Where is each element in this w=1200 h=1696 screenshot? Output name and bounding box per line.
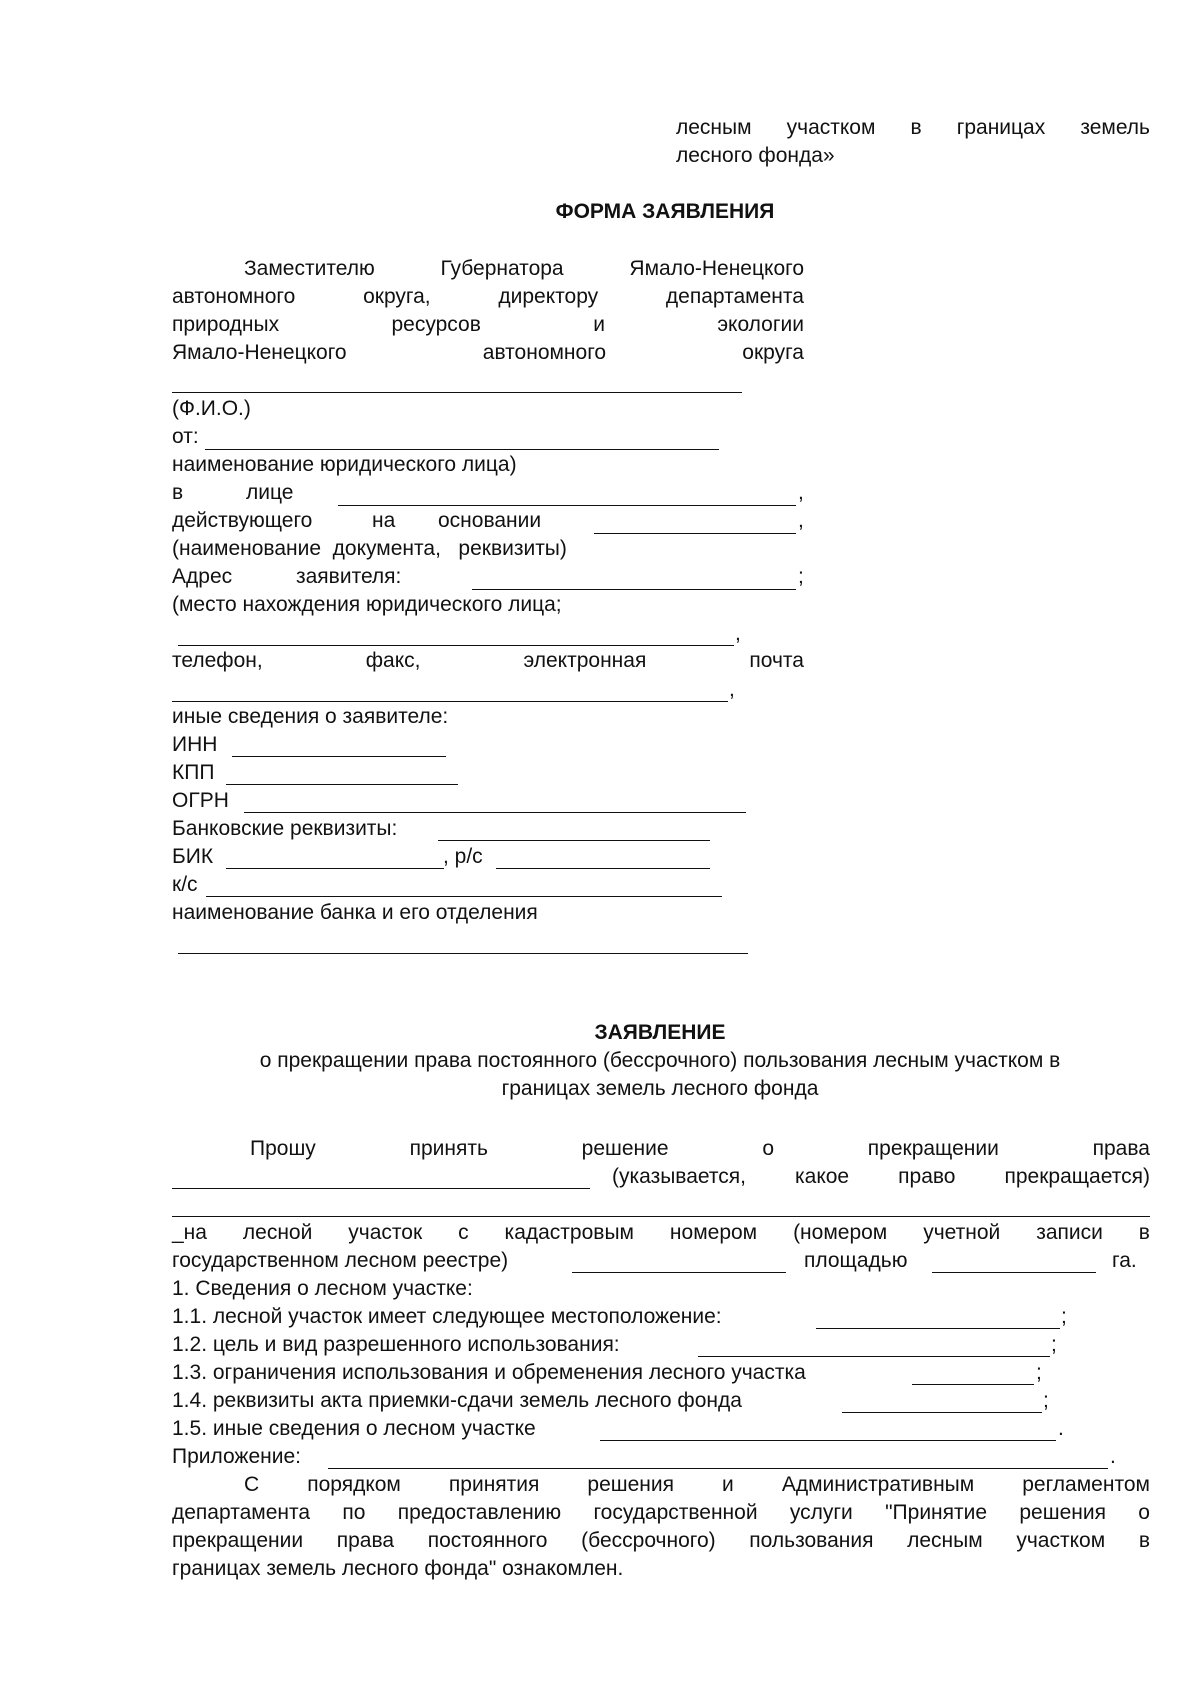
bank-details-blank[interactable] — [438, 840, 710, 841]
other-info-label: иные сведения о заявителе: — [172, 705, 449, 728]
comma-3: , — [735, 622, 741, 645]
statement-subtitle-1: о прекращении права постоянного (бессрочного) пользования лесным участком в — [259, 1049, 1061, 1072]
acting-b: на — [372, 509, 396, 532]
ogrn-blank[interactable] — [244, 812, 746, 813]
item-1-1-blank[interactable] — [816, 1328, 1060, 1329]
right-type-blank[interactable] — [172, 1188, 590, 1189]
statement-title: ЗАЯВЛЕНИЕ — [594, 1021, 726, 1044]
ack-line-4: границах земель лесного фонда" ознакомлен. — [172, 1557, 624, 1580]
acting-c: основании — [438, 509, 542, 532]
rs-blank[interactable] — [496, 868, 710, 869]
statement-subtitle-2: границах земель лесного фонда — [501, 1077, 819, 1100]
ks-blank[interactable] — [206, 896, 722, 897]
legal-name-label: наименование юридического лица) — [172, 453, 517, 476]
item-1-2-semicolon: ; — [1051, 1333, 1057, 1356]
item-1-5: 1.5. иные сведения о лесном участке — [172, 1417, 536, 1440]
fio-blank[interactable] — [172, 392, 742, 393]
comma-1: , — [798, 481, 804, 504]
from-label: от: — [172, 425, 199, 448]
ks-label: к/с — [172, 873, 198, 896]
addressee-line-2: автономного округа, директору департамента — [172, 285, 804, 308]
attachment-period: . — [1110, 1445, 1116, 1468]
plot-line-2b: площадью — [804, 1249, 908, 1272]
bank-name-label: наименование банка и его отделения — [172, 901, 538, 924]
bank-details-label: Банковские реквизиты: — [172, 817, 398, 840]
contacts-blank[interactable] — [172, 701, 728, 702]
attachment-blank[interactable] — [328, 1468, 1108, 1469]
item-1-4: 1.4. реквизиты акта приемки-сдачи земель лесного фонда — [172, 1389, 742, 1412]
bik-label: БИК — [172, 845, 214, 868]
inn-blank[interactable] — [232, 756, 446, 757]
attachment-label: Приложение: — [172, 1445, 302, 1468]
item-1-3-blank[interactable] — [912, 1384, 1034, 1385]
ogrn-label: ОГРН — [172, 789, 229, 812]
item-1-3: 1.3. ограничения использования и обременения лесного участка — [172, 1361, 806, 1384]
kpp-label: КПП — [172, 761, 215, 784]
semicolon-1: ; — [798, 565, 804, 588]
plot-line-2a: государственном лесном реестре) — [172, 1249, 509, 1272]
address-b: заявителя: — [296, 565, 402, 588]
fio-label: (Ф.И.О.) — [172, 397, 251, 420]
item-1-4-semicolon: ; — [1043, 1389, 1049, 1412]
request-line-2: (указывается, какое право прекращается) — [612, 1165, 1150, 1188]
address-a: Адрес — [172, 565, 233, 588]
item-1-2: 1.2. цель и вид разрешенного использования: — [172, 1333, 620, 1356]
in-person-blank[interactable] — [338, 505, 796, 506]
item-1-1-semicolon: ; — [1061, 1305, 1067, 1328]
kpp-blank[interactable] — [226, 784, 458, 785]
item-1-4-blank[interactable] — [842, 1412, 1042, 1413]
plot-line-1: _на лесной участок с кадастровым номером (номером учетной записи в — [172, 1221, 1150, 1244]
item-1-2-blank[interactable] — [698, 1356, 1050, 1357]
cadastral-number-blank[interactable] — [572, 1272, 786, 1273]
item-1-1: 1.1. лесной участок имеет следующее местоположение: — [172, 1305, 722, 1328]
ack-line-2: департамента по предоставлению государственной услуги "Принятие решения о — [172, 1501, 1150, 1524]
comma-4: , — [729, 678, 735, 701]
addressee-line-3: природных ресурсов и экологии — [172, 313, 804, 336]
from-blank[interactable] — [205, 449, 719, 450]
request-line-1: Прошу принять решение о прекращении права — [250, 1137, 1150, 1160]
comma-2: , — [798, 509, 804, 532]
location-blank[interactable] — [178, 645, 734, 646]
addressee-line-4: Ямало-Ненецкого автономного округа — [172, 341, 804, 364]
ack-line-3: прекращении права постоянного (бессрочного) пользования лесным участком в — [172, 1529, 1150, 1552]
acting-blank[interactable] — [594, 533, 796, 534]
addressee-line-1: Заместителю Губернатора Ямало-Ненецкого — [244, 257, 804, 280]
inn-label: ИНН — [172, 733, 218, 756]
ack-line-1: С порядком принятия решения и Административным регламентом — [244, 1473, 1150, 1496]
location-note: (место нахождения юридического лица; — [172, 593, 562, 616]
document-note: (наименование документа, реквизиты) — [172, 537, 567, 560]
in-person-b: лице — [246, 481, 294, 504]
header-line-1: лесным участком в границах земель — [676, 116, 1150, 139]
in-person-a: в — [172, 481, 184, 504]
right-type-blank-2[interactable] — [172, 1216, 1150, 1217]
item-1-5-blank[interactable] — [600, 1440, 1056, 1441]
rs-label: , р/с — [443, 845, 483, 868]
address-blank[interactable] — [472, 589, 796, 590]
form-title: ФОРМА ЗАЯВЛЕНИЯ — [555, 200, 775, 223]
section-1-title: 1. Сведения о лесном участке: — [172, 1277, 473, 1300]
area-blank[interactable] — [932, 1272, 1096, 1273]
item-1-3-semicolon: ; — [1036, 1361, 1042, 1384]
header-line-2: лесного фонда» — [676, 144, 835, 167]
contacts-line: телефон, факс, электронная почта — [172, 649, 804, 672]
bank-name-blank[interactable] — [178, 953, 748, 954]
acting-a: действующего — [172, 509, 313, 532]
bik-blank[interactable] — [226, 868, 444, 869]
plot-line-2c: га. — [1112, 1249, 1137, 1272]
item-1-5-period: . — [1058, 1417, 1064, 1440]
